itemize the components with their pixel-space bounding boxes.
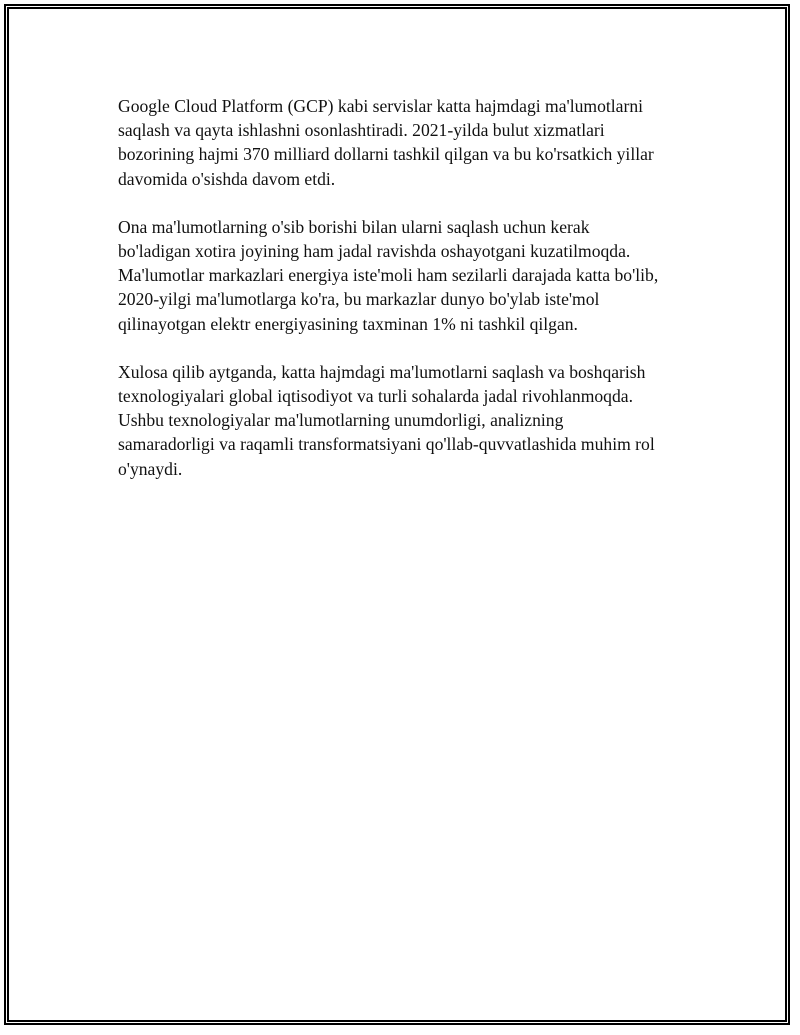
text-line: qilinayotgan elektr energiyasining taxminan 1% ni tashkil qilgan. xyxy=(118,313,578,334)
text-line: Google Cloud Platform (GCP) kabi servislar katta hajmdagi ma'lumotlarni xyxy=(118,96,644,116)
document-body xyxy=(118,94,693,505)
text-line: davomida o'sishda davom etdi. xyxy=(118,168,336,189)
text-line: o'ynaydi. xyxy=(118,458,183,479)
text-line: Xulosa qilib aytganda, katta hajmdagi ma'lumotlarni saqlash va boshqarish xyxy=(118,361,646,382)
paragraph-1 xyxy=(118,94,693,191)
text-line: texnologiyalari global iqtisodiyot va turli sohalarda jadal rivohlanmoqda. xyxy=(118,386,633,407)
text-line: Ushbu texnologiyalar ma'lumotlarning unumdorligi, analizning xyxy=(118,410,564,431)
text-line: Ma'lumotlar markazlari energiya iste'moli ham sezilarli darajada katta bo'lib, xyxy=(118,265,659,286)
paragraph-2 xyxy=(118,215,693,336)
paragraph-3 xyxy=(118,360,693,481)
text-line: bozorining hajmi 370 milliard dollarni tashkil qilgan va bu ko'rsatkich yillar xyxy=(118,144,654,165)
text-line: saqlash va qayta ishlashni osonlashtiradi. 2021-yilda bulut xizmatlari xyxy=(118,120,605,141)
text-line: 2020-yilgi ma'lumotlarga ko'ra, bu markazlar dunyo bo'ylab iste'mol xyxy=(118,289,600,310)
text-line: Ona ma'lumotlarning o'sib borishi bilan ularni saqlash uchun kerak xyxy=(118,216,590,237)
text-line: samaradorligi va raqamli transformatsiyani qo'llab-quvvatlashida muhim rol xyxy=(118,434,655,455)
text-line: bo'ladigan xotira joyining ham jadal ravishda oshayotgani kuzatilmoqda. xyxy=(118,241,631,262)
